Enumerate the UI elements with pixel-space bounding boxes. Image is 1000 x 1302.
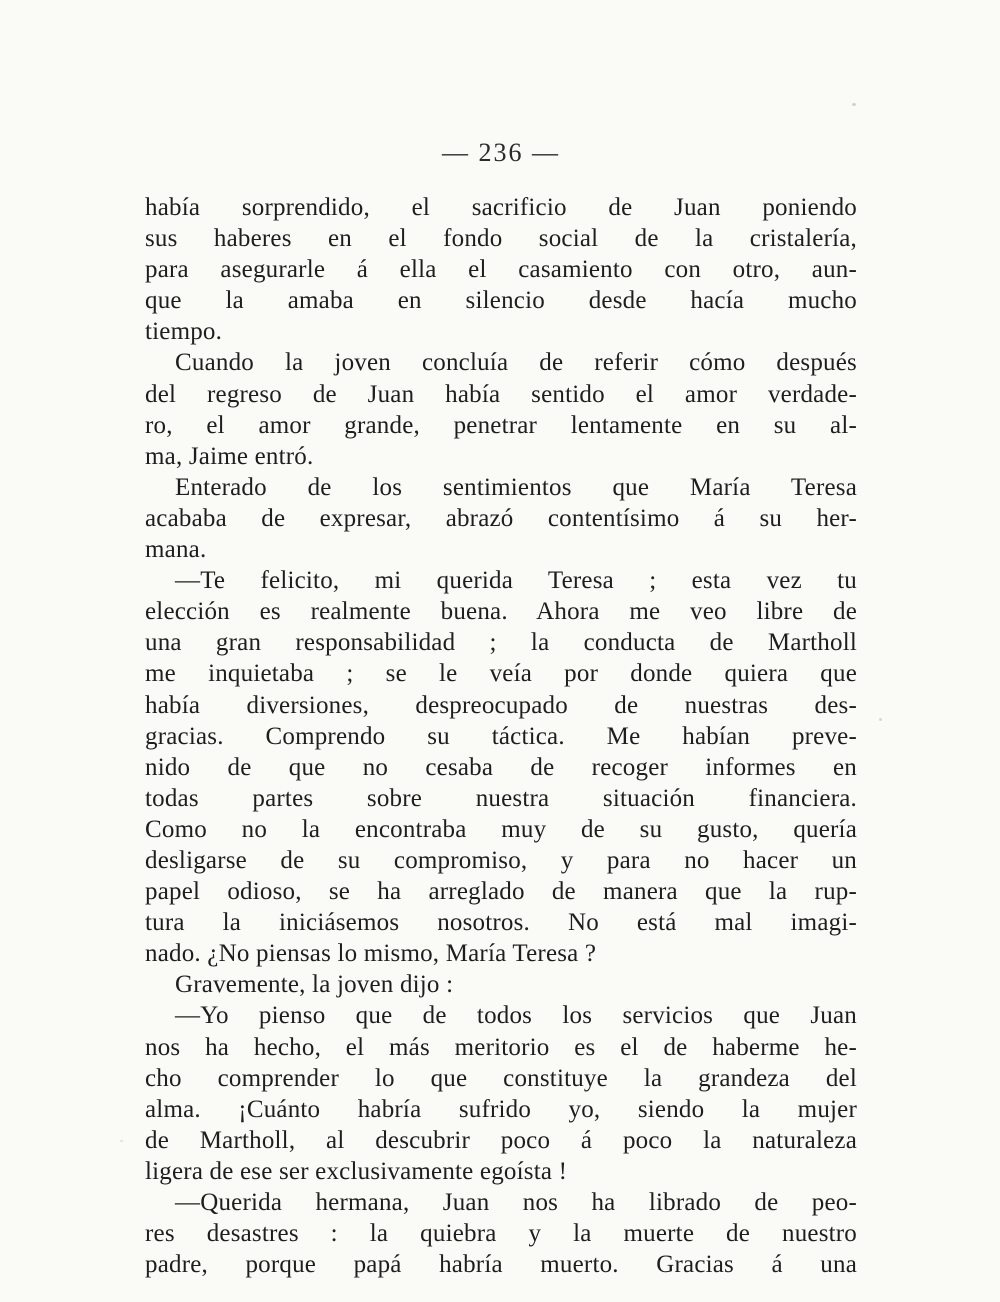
paragraph bbox=[145, 472, 857, 565]
text-line: alma. ¡Cuánto habría sufrido yo, siendo la mujer bbox=[145, 1095, 857, 1123]
text-line: una gran responsabilidad ; la conducta de Martholl bbox=[145, 629, 857, 657]
text-line: Gravemente, la joven dijo : bbox=[175, 971, 454, 999]
text-line: tura la iniciásemos nosotros. No está mal imagi- bbox=[145, 909, 857, 937]
text-line: sus haberes en el fondo social de la cristalería, bbox=[145, 225, 857, 253]
text-line: desligarse de su compromiso, y para no hacer un bbox=[145, 846, 857, 874]
text-line: había diversiones, despreocupado de nuestras des- bbox=[145, 691, 857, 719]
text-line: nos ha hecho, el más meritorio es el de haberme he- bbox=[145, 1033, 857, 1061]
text-line: cho comprender lo que constituye la grandeza del bbox=[145, 1064, 857, 1092]
paragraph bbox=[145, 969, 857, 1000]
text-line: res desastres : la quiebra y la muerte de nuestro bbox=[145, 1220, 857, 1248]
text-line: me inquietaba ; se le veía por donde quiera que bbox=[145, 660, 857, 688]
text-line: —Querida hermana, Juan nos ha librado de peo- bbox=[175, 1189, 857, 1216]
text-line: nado. ¿No piensas lo mismo, María Teresa ? bbox=[145, 940, 597, 968]
scan-speck bbox=[879, 718, 882, 721]
text-line: —Te felicito, mi querida Teresa ; esta vez tu bbox=[175, 567, 857, 595]
scan-speck bbox=[120, 1140, 123, 1142]
text-line: Cuando la joven concluía de referir cómo después bbox=[175, 349, 857, 377]
page-number: — 236 — bbox=[442, 138, 560, 167]
text-line: nido de que no cesaba de recoger informes en bbox=[145, 753, 857, 781]
text-line: ma, Jaime entró. bbox=[145, 442, 314, 470]
text-line: gracias. Comprendo su táctica. Me habían preve- bbox=[145, 722, 857, 750]
paragraph bbox=[145, 347, 857, 471]
text-line: papel odioso, se ha arreglado de manera que la rup- bbox=[145, 878, 857, 906]
text-line: de Martholl, al descubrir poco á poco la naturaleza bbox=[145, 1126, 857, 1154]
text-line: elección es realmente buena. Ahora me veo libre de bbox=[145, 598, 857, 626]
text-line: Como no la encontraba muy de su gusto, quería bbox=[145, 815, 857, 843]
text-line: ligera de ese ser exclusivamente egoísta ! bbox=[145, 1157, 568, 1185]
text-line: tiempo. bbox=[145, 318, 223, 346]
paragraph bbox=[145, 192, 857, 347]
page-text bbox=[145, 192, 857, 1280]
text-line: del regreso de Juan había sentido el amor verdade- bbox=[145, 380, 857, 408]
text-line: para asegurarle á ella el casamiento con otro, aun- bbox=[145, 256, 857, 284]
text-line: mana. bbox=[145, 536, 207, 564]
text-line: que la amaba en silencio desde hacía mucho bbox=[145, 287, 857, 315]
paragraph bbox=[145, 565, 857, 969]
text-line: ro, el amor grande, penetrar lentamente en su al- bbox=[145, 411, 857, 439]
paragraph bbox=[145, 1000, 857, 1187]
paragraph bbox=[145, 1187, 857, 1280]
text-line: había sorprendido, el sacrificio de Juan poniendo bbox=[145, 194, 857, 221]
scan-speck bbox=[852, 103, 856, 106]
text-line: todas partes sobre nuestra situación financiera. bbox=[145, 784, 857, 812]
text-line: padre, porque papá habría muerto. Gracias á una bbox=[145, 1251, 857, 1279]
text-line: Enterado de los sentimientos que María Teresa bbox=[175, 473, 857, 501]
text-line: —Yo pienso que de todos los servicios que Juan bbox=[175, 1002, 857, 1030]
text-line: acababa de expresar, abrazó contentísimo á su her- bbox=[145, 504, 857, 532]
